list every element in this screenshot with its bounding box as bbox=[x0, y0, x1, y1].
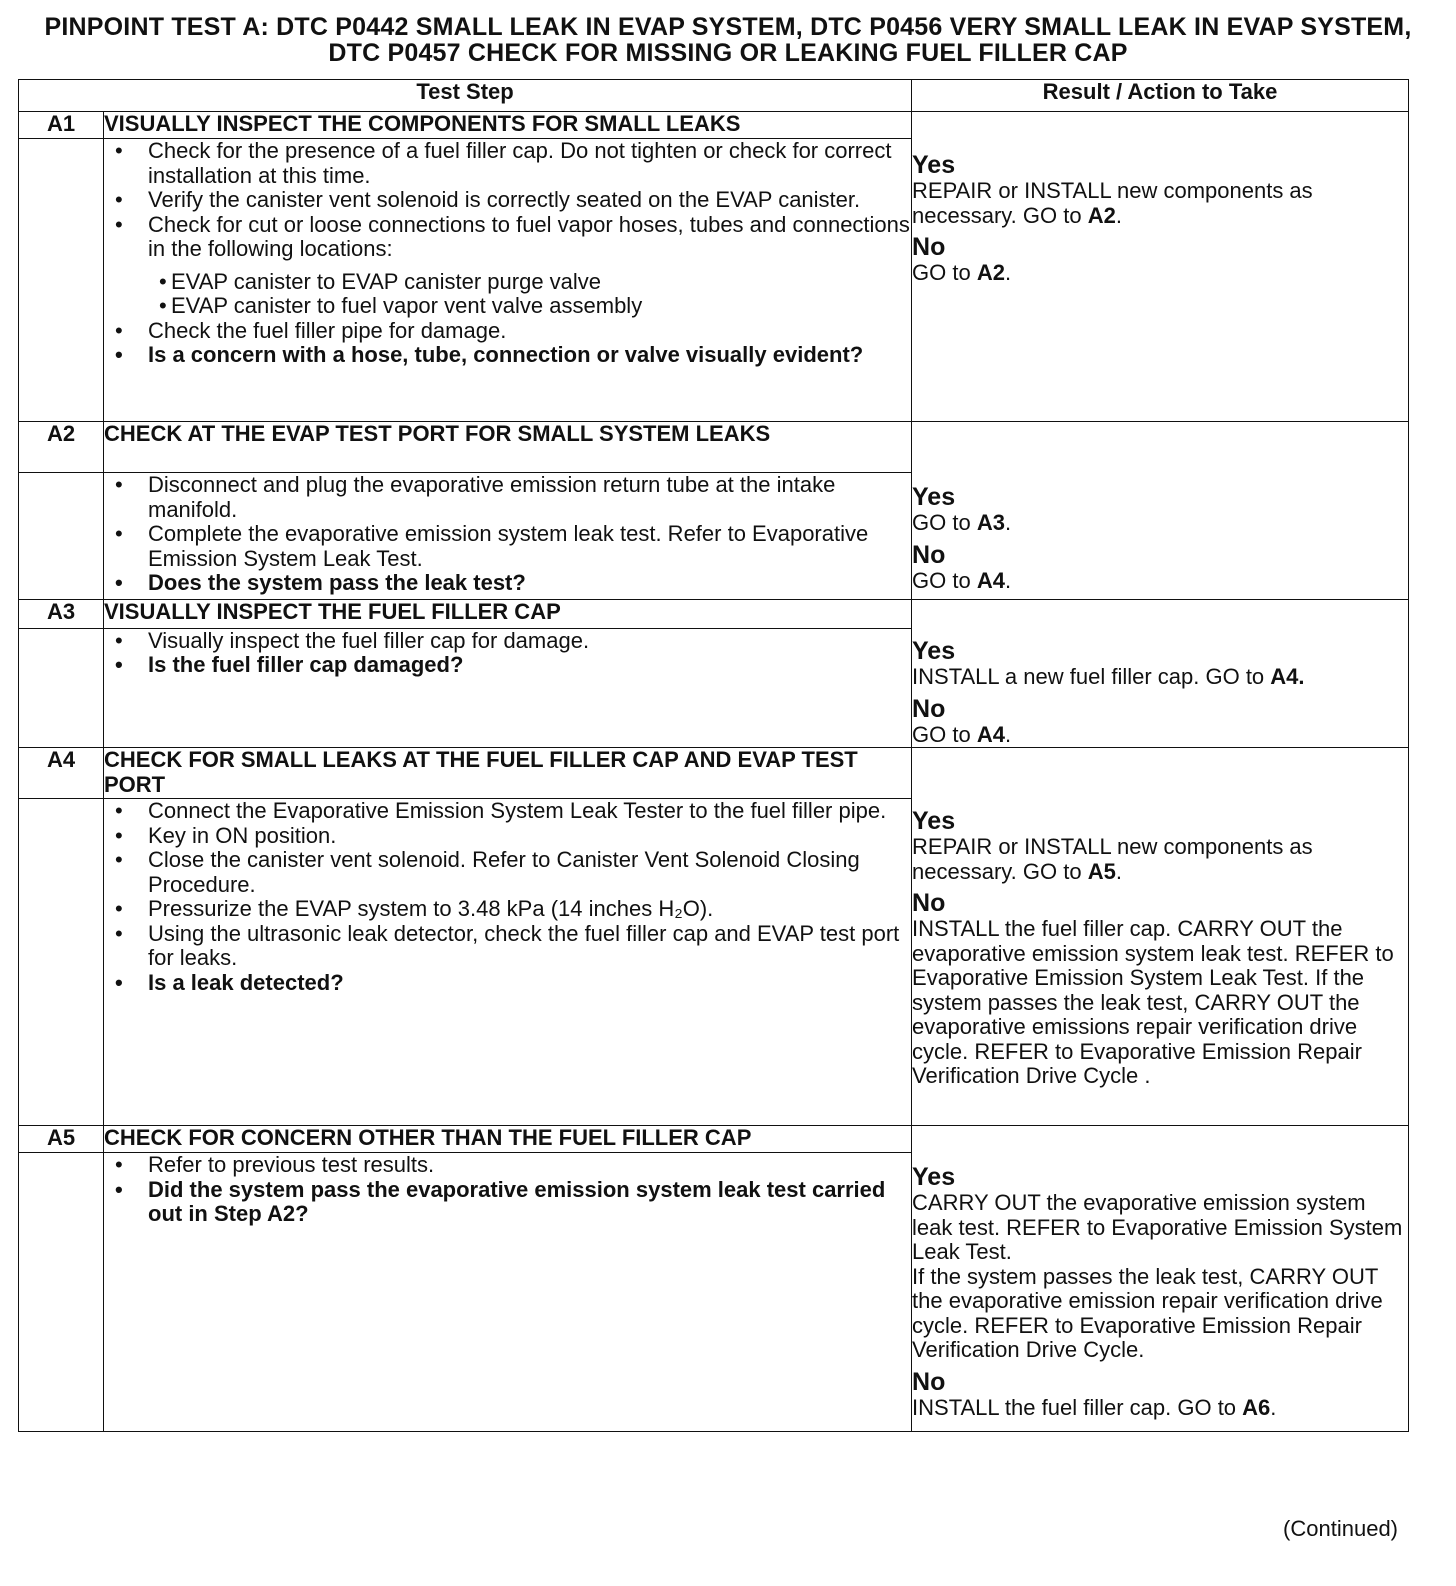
step-id: A2 bbox=[19, 422, 104, 473]
page-title: PINPOINT TEST A: DTC P0442 SMALL LEAK IN EVAP SYSTEM, DTC P0456 VERY SMALL LEAK IN EVAP SYSTEM, DTC P0457 CHECK FOR MISSING OR LEAKING FUEL FILLER CAP bbox=[44, 13, 1412, 67]
step-body bbox=[104, 139, 912, 422]
test-step-header: Test Step bbox=[19, 80, 912, 112]
list-item: • Visually inspect the fuel filler cap for damage. bbox=[104, 629, 911, 654]
no-label: No bbox=[912, 540, 946, 569]
step-question: • Does the system pass the leak test? bbox=[104, 571, 911, 596]
list-item: • Check the fuel filler pipe for damage. bbox=[104, 319, 911, 344]
step-a3-result bbox=[912, 600, 1409, 748]
step-id: A3 bbox=[19, 600, 104, 629]
table-header-row bbox=[19, 80, 1409, 112]
step-question: • Is a concern with a hose, tube, connection or valve visually evident? bbox=[104, 343, 911, 368]
no-label: No bbox=[912, 233, 946, 261]
yes-action: REPAIR or INSTALL new components as necessary. GO to A5. bbox=[912, 834, 1313, 884]
step-a5-result bbox=[912, 1126, 1409, 1432]
no-action: INSTALL the fuel filler cap. GO to A6. bbox=[912, 1394, 1277, 1420]
yes-label: Yes bbox=[912, 637, 956, 665]
list-item: • Complete the evaporative emission system leak test. Refer to Evaporative Emission System Leak Test. bbox=[104, 522, 911, 571]
yes-action: GO to A3. bbox=[912, 510, 1012, 535]
step-body bbox=[104, 628, 912, 747]
no-action: GO to A4. bbox=[912, 721, 1012, 747]
no-label: No bbox=[912, 889, 946, 917]
step-title: CHECK FOR SMALL LEAKS AT THE FUEL FILLER CAP AND EVAP TEST PORT bbox=[104, 748, 912, 799]
step-a4-title-row bbox=[19, 748, 1409, 799]
list-item: • Connect the Evaporative Emission System Leak Tester to the fuel filler pipe. bbox=[104, 799, 911, 824]
yes-action: INSTALL a new fuel filler cap. GO to A4. bbox=[912, 664, 1305, 689]
yes-action: REPAIR or INSTALL new components as necessary. GO to A2. bbox=[912, 178, 1313, 228]
result-header: Result / Action to Take bbox=[912, 80, 1409, 112]
yes-action: CARRY OUT the evaporative emission system leak test. REFER to Evaporative Emission System Leak Test. bbox=[912, 1190, 1403, 1264]
step-title: CHECK AT THE EVAP TEST PORT FOR SMALL SYSTEM LEAKS bbox=[104, 422, 912, 473]
step-title: VISUALLY INSPECT THE COMPONENTS FOR SMALL LEAKS bbox=[104, 112, 912, 139]
yes-label: Yes bbox=[912, 151, 956, 179]
list-item: • Verify the canister vent solenoid is correctly seated on the EVAP canister. bbox=[104, 188, 911, 213]
list-item: • Refer to previous test results. bbox=[104, 1153, 911, 1178]
list-item: • Using the ultrasonic leak detector, check the fuel filler cap and EVAP test port for leaks. bbox=[104, 922, 911, 971]
yes-label: Yes bbox=[912, 1163, 956, 1191]
sub-list-item: • EVAP canister to EVAP canister purge valve bbox=[159, 270, 911, 295]
list-item: • Check for the presence of a fuel filler cap. Do not tighten or check for correct installation at this time. bbox=[104, 139, 911, 188]
no-action: GO to A2. bbox=[912, 260, 1012, 285]
yes-action-continued: If the system passes the leak test, CARRY OUT the evaporative emission repair verification drive cycle. REFER to Evaporative Emission Repair Verification Drive Cycle. bbox=[912, 1263, 1383, 1362]
step-title: CHECK FOR CONCERN OTHER THAN THE FUEL FILLER CAP bbox=[104, 1126, 912, 1153]
yes-label: Yes bbox=[912, 807, 956, 835]
no-action: INSTALL the fuel filler cap. CARRY OUT the evaporative emission system leak test. REFER to Evaporative Emission System Leak Test. If the system passes the leak test, CARRY OUT the evaporative emissions repair verification drive cycle. REFER to Evaporative Emission Repair Verification Drive Cycle . bbox=[912, 916, 1394, 1088]
list-item: • Pressurize the EVAP system to 3.48 kPa (14 inches H₂O). bbox=[104, 897, 911, 922]
pinpoint-test-table bbox=[18, 79, 1409, 1432]
yes-label: Yes bbox=[912, 483, 956, 511]
list-item: • Close the canister vent solenoid. Refer to Canister Vent Solenoid Closing Procedure. bbox=[104, 848, 911, 897]
no-label: No bbox=[912, 694, 946, 723]
step-a3-title-row bbox=[19, 600, 1409, 629]
list-item: • Key in ON position. bbox=[104, 824, 911, 849]
step-a1-title-row bbox=[19, 112, 1409, 139]
list-item: • Check for cut or loose connections to fuel vapor hoses, tubes and connections in the following locations: bbox=[104, 213, 911, 262]
step-title: VISUALLY INSPECT THE FUEL FILLER CAP bbox=[104, 600, 912, 629]
step-a1-result bbox=[912, 112, 1409, 422]
list-item: • Disconnect and plug the evaporative emission return tube at the intake manifold. bbox=[104, 473, 911, 522]
sub-list-item: • EVAP canister to fuel vapor vent valve assembly bbox=[159, 294, 911, 319]
step-question: • Is the fuel filler cap damaged? bbox=[104, 653, 911, 678]
step-body bbox=[104, 1153, 912, 1432]
step-a2-title-row bbox=[19, 422, 1409, 473]
continued-note: (Continued) bbox=[1283, 1516, 1398, 1541]
step-question: • Is a leak detected? bbox=[104, 971, 911, 996]
step-question: • Did the system pass the evaporative emission system leak test carried out in Step A2? bbox=[104, 1178, 911, 1227]
no-action: GO to A4. bbox=[912, 567, 1012, 593]
step-a2-result bbox=[912, 422, 1409, 600]
step-body bbox=[104, 473, 912, 600]
step-a4-result bbox=[912, 748, 1409, 1126]
step-a5-title-row bbox=[19, 1126, 1409, 1153]
no-label: No bbox=[912, 1367, 946, 1396]
step-id: A1 bbox=[19, 112, 104, 139]
step-id: A5 bbox=[19, 1126, 104, 1153]
step-id: A4 bbox=[19, 748, 104, 799]
step-body bbox=[104, 799, 912, 1126]
